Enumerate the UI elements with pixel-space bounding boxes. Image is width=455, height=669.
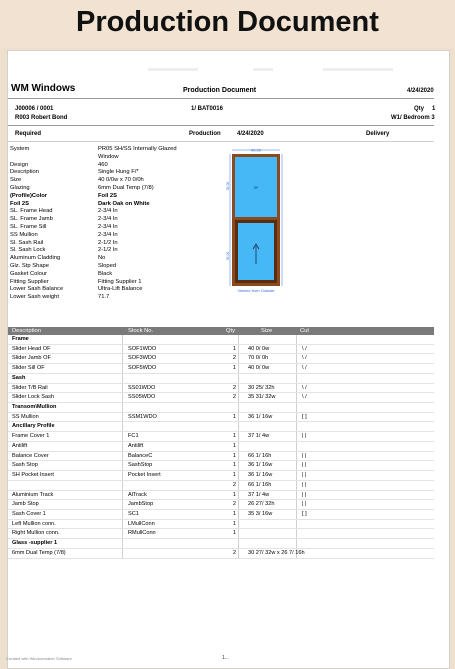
property-value: 2-3/4 In <box>98 208 118 215</box>
property-value: Dark Oak on White <box>98 200 150 207</box>
table-row <box>8 393 434 403</box>
part-size: 36 1/ 16w <box>248 462 273 469</box>
table-row <box>8 500 434 510</box>
part-size: 36 1/ 16w <box>248 413 273 420</box>
table-section-row <box>8 374 434 384</box>
table-row <box>8 510 434 520</box>
production-document-banner: Production Document <box>0 0 455 48</box>
property-key: SL. Frame Head <box>10 208 53 215</box>
delivery-label: Delivery <box>366 131 390 137</box>
production-date: 4/24/2020 <box>237 131 264 137</box>
stock-number: Pocket Insert <box>128 472 161 479</box>
table-row <box>8 471 434 481</box>
part-qty: 1 <box>232 462 236 469</box>
property-key: Size <box>10 177 22 184</box>
part-qty: 1 <box>232 520 236 527</box>
cut-angle: | | <box>302 452 307 459</box>
part-description: Right Mullion conn. <box>12 530 60 537</box>
cut-angle: | | <box>302 433 307 440</box>
part-size: 30 27/ 32w x 26 7/ 16h <box>248 549 305 556</box>
property-key: Glazing <box>10 184 30 191</box>
cut-angle: [ ] <box>302 413 307 420</box>
cut-angle: | | <box>302 462 307 469</box>
property-key: Lower Sash Balance <box>10 286 64 293</box>
part-size: 35 3/ 16w <box>248 510 273 517</box>
stock-number: Antilift <box>128 442 144 449</box>
property-value: Foil 2S <box>98 192 118 199</box>
header-divider <box>8 98 434 99</box>
property-key: Design <box>10 161 29 168</box>
property-value: 2-3/4 In <box>98 216 118 223</box>
part-qty: 1 <box>232 413 236 420</box>
part-description: SS Mullion <box>12 413 39 420</box>
part-qty: 2 <box>232 394 236 401</box>
property-key: SL. Frame Sill <box>10 223 47 230</box>
part-size: 30 25/ 32h <box>248 384 275 391</box>
stock-number: JambStop <box>128 501 154 508</box>
part-description: Frame Cover 1 <box>12 433 50 440</box>
job-divider <box>8 125 434 126</box>
cut-angle: \ / <box>302 365 307 372</box>
stock-number: SOF5WDO <box>128 365 157 372</box>
table-row <box>8 520 434 530</box>
faded-header-strip <box>253 68 273 71</box>
part-size: 36 1/ 16w <box>248 472 273 479</box>
stock-number: FC1 <box>128 433 139 440</box>
part-qty: 2 <box>232 384 236 391</box>
stock-number: RMullConn <box>128 530 156 537</box>
part-description: Slider Lock Sash <box>12 394 54 401</box>
part-qty: 1 <box>232 345 236 352</box>
part-size: 37 1/ 4w <box>248 433 270 440</box>
table-row <box>8 491 434 501</box>
table-row <box>8 481 434 491</box>
footer-credit: Created with Windowmaker Software <box>6 656 72 661</box>
job-number: J00006 / 0001 <box>15 106 54 112</box>
part-description: Slider Jamb OF <box>12 355 51 362</box>
table-row <box>8 529 434 539</box>
property-value: Single Hung F/* <box>98 169 139 176</box>
table-section-row <box>8 335 434 345</box>
property-key: Glz. Stp Shape <box>10 262 49 269</box>
property-key: Fitting Supplier <box>10 278 49 285</box>
part-description: Sash Stop <box>12 462 38 469</box>
part-qty: 1 <box>232 442 236 449</box>
col-qty: Qty <box>226 328 236 334</box>
cut-angle: | | <box>302 501 307 508</box>
faded-header-strip <box>148 68 198 71</box>
faded-header-strip <box>323 68 393 71</box>
table-row <box>8 432 434 442</box>
cut-angle: | | <box>302 481 307 488</box>
cut-angle: [ ] <box>302 510 307 517</box>
part-size: 26 27/ 32h <box>248 501 275 508</box>
property-value: 2-3/4 In <box>98 223 118 230</box>
section-title: Glass -supplier 1 <box>12 540 58 547</box>
stock-number: SSM1WDO <box>128 413 157 420</box>
table-row <box>8 364 434 374</box>
property-value: PR05 SH/SS Internally Glazed <box>98 146 177 152</box>
cut-angle: \ / <box>302 355 307 362</box>
part-size: 70 0/ 0h <box>248 355 269 362</box>
stock-number: SashStop <box>128 462 153 469</box>
qty-value: 1 <box>432 106 436 112</box>
parts-table <box>8 335 434 559</box>
property-key: Aluminum Cladding <box>10 255 61 262</box>
required-label: Required <box>15 131 42 137</box>
part-description: Left Mullion conn. <box>12 520 56 527</box>
property-value: Fitting Supplier 1 <box>98 278 142 285</box>
property-key: SL. Frame Jamb <box>10 216 53 223</box>
part-qty: 2 <box>232 501 236 508</box>
col-description: Description <box>12 328 41 334</box>
bottom-height-dimension: 35.00 <box>226 251 230 261</box>
part-qty: 1 <box>232 433 236 440</box>
property-value: 2-3/4 In <box>98 231 118 238</box>
production-label: Production <box>189 131 221 137</box>
property-value: 6mm Dual Temp (7/8) <box>98 184 154 191</box>
part-size: 37 1/ 4w <box>248 491 270 498</box>
property-key: SS Mullion <box>10 231 38 238</box>
batch-number: 1/ BAT0016 <box>191 106 223 112</box>
table-row <box>8 442 434 452</box>
width-dimension: 40.00 <box>250 147 262 153</box>
stock-number: SS01WDO <box>128 384 156 391</box>
property-key: Lower Sash weight <box>10 294 59 301</box>
table-row <box>8 345 434 355</box>
part-description: Aluminium Track <box>12 491 54 498</box>
col-cut: Cut <box>300 328 310 334</box>
part-size: 35 31/ 32w <box>248 394 276 401</box>
part-qty: 2 <box>232 355 236 362</box>
cut-angle: | | <box>302 472 307 479</box>
table-row <box>8 384 434 394</box>
part-qty: 1 <box>232 491 236 498</box>
property-key: Description <box>10 169 39 176</box>
part-description: Slider T/B Rail <box>12 384 48 391</box>
part-description: Balance Cover <box>12 452 49 459</box>
document-date: 4/24/2020 <box>407 88 434 94</box>
property-value: Sloped <box>98 262 117 269</box>
property-key: Sl. Sash Rail <box>10 239 44 246</box>
part-qty: 2 <box>232 549 236 556</box>
property-key: Sl. Sash Lock <box>10 247 46 254</box>
property-value: Window <box>98 153 119 160</box>
section-title: Sash <box>12 374 26 381</box>
part-description: Sash Cover 1 <box>12 510 46 517</box>
part-description: SH Pocket Insert <box>12 472 54 479</box>
part-description: 6mm Dual Temp (7/8) <box>12 549 66 556</box>
table-row <box>8 549 434 559</box>
stock-number: LMullConn <box>128 520 155 527</box>
part-description: Jamb Stop <box>12 501 39 508</box>
page-number: 1... <box>222 655 229 661</box>
cut-angle: \ / <box>302 345 307 352</box>
customer-name: R003 Robert Bond <box>15 115 68 121</box>
part-qty: 1 <box>232 530 236 537</box>
section-title: Ancillary Profile <box>12 423 55 430</box>
table-section-row <box>8 422 434 432</box>
property-value: 460 <box>98 161 108 168</box>
fixed-pane-label: SF <box>253 185 259 190</box>
cut-angle: \ / <box>302 394 307 401</box>
stock-number: BalanceC <box>128 452 153 459</box>
window-elevation-drawing <box>224 146 314 296</box>
table-row <box>8 461 434 471</box>
part-qty: 1 <box>232 510 236 517</box>
part-qty: 2 <box>232 481 236 488</box>
part-description: Slider Head OF <box>12 345 51 352</box>
part-description: Antilift <box>12 442 28 449</box>
col-stock-no: Stock No. <box>128 328 154 334</box>
property-value: 2-1/2 In <box>98 247 118 254</box>
stock-number: SS05WDO <box>128 394 156 401</box>
property-key: Gasket Colour <box>10 270 48 277</box>
cut-angle: \ / <box>302 384 307 391</box>
company-name: WM Windows <box>11 83 76 94</box>
table-row <box>8 354 434 364</box>
col-size: Size <box>261 328 273 334</box>
section-title: Frame <box>12 336 29 342</box>
property-value: Black <box>98 270 113 277</box>
part-size: 66 1/ 16h <box>248 481 272 488</box>
property-key: Foil 2S <box>10 200 30 207</box>
table-section-row <box>8 403 434 413</box>
property-value: Ultra-Lift Balance <box>98 286 143 293</box>
part-qty: 1 <box>232 365 236 372</box>
parts-table-header <box>8 327 434 335</box>
stock-number: SOF3WDO <box>128 355 157 362</box>
window-location: W1/ Bedroom 3 <box>391 115 435 121</box>
document-title: Production Document <box>183 87 257 94</box>
part-qty: 1 <box>232 452 236 459</box>
cut-angle: | | <box>302 491 307 498</box>
stock-number: SC1 <box>128 510 139 517</box>
dates-divider <box>8 141 434 142</box>
part-size: 40 0/ 0w <box>248 365 270 372</box>
property-value: 2-1/2 In <box>98 239 118 246</box>
property-key: System <box>10 146 30 152</box>
property-value: 40 0/0w x 70 0/0h <box>98 177 144 184</box>
part-qty: 1 <box>232 472 236 479</box>
part-size: 66 1/ 16h <box>248 452 272 459</box>
property-value: 71.7 <box>98 294 110 301</box>
property-value: No <box>98 255 106 262</box>
stock-number: AlTrack <box>128 491 147 498</box>
part-size: 40 0/ 0w <box>248 345 270 352</box>
section-title: Transom\Mullion <box>12 404 57 411</box>
table-section-row <box>8 539 434 549</box>
top-height-dimension: 35.00 <box>226 181 230 191</box>
table-row <box>8 452 434 462</box>
table-row <box>8 413 434 423</box>
qty-label: Qty <box>414 106 425 112</box>
drawing-caption: Viewed from Outside <box>237 288 275 293</box>
stock-number: SOF1WDO <box>128 345 157 352</box>
part-description: Slider Sill OF <box>12 365 45 372</box>
property-key: (Profile)Color <box>10 192 48 199</box>
